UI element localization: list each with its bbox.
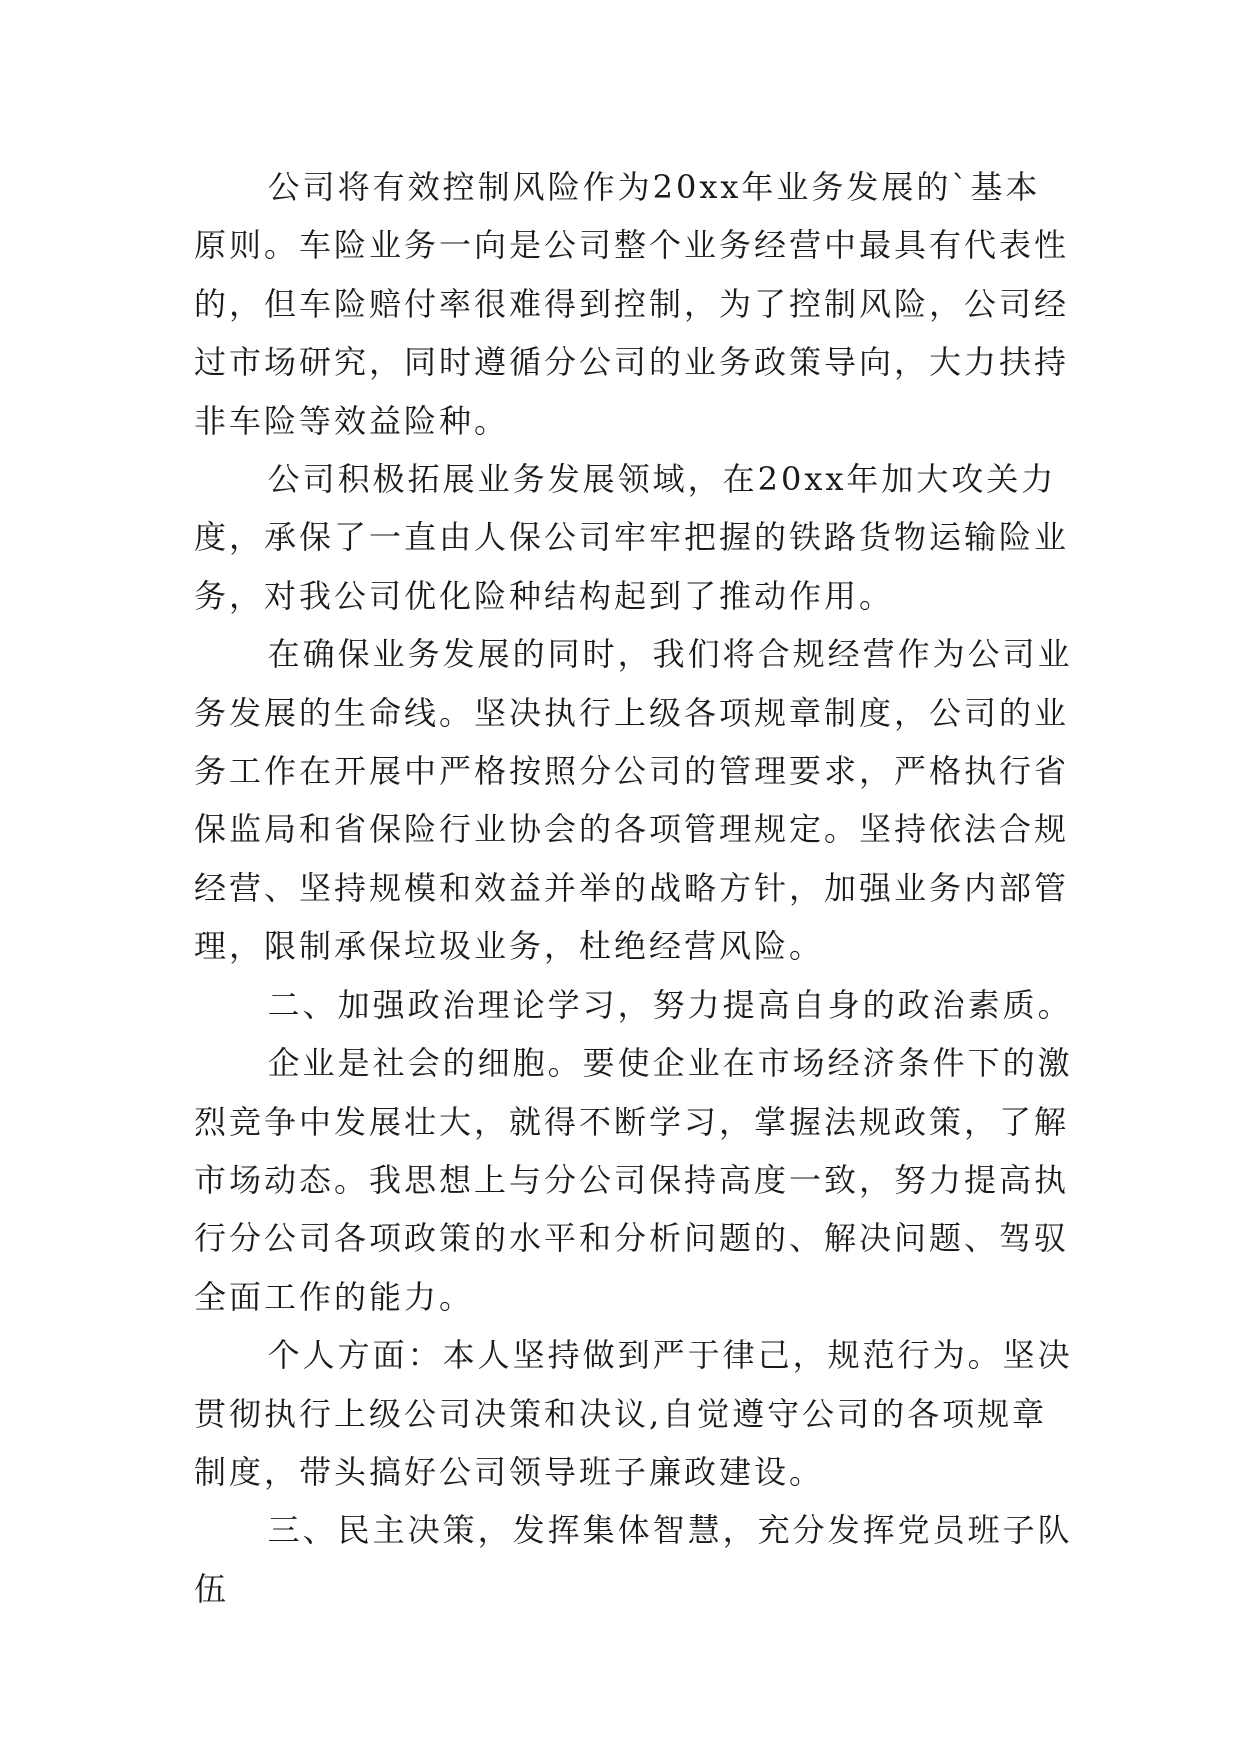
- paragraph-personal-conduct: 个人方面：本人坚持做到严于律己，规范行为。坚决贯彻执行上级公司决策和决议,自觉遵守公司的各项规章制度，带头搞好公司领导班子廉政建设。: [194, 1336, 1073, 1491]
- paragraph-enterprise-learning: 企业是社会的细胞。要使企业在市场经济条件下的激烈竞争中发展壮大，就得不断学习，掌握法规政策，了解市场动态。我思想上与分公司保持高度一致，努力提高执行分公司各项政策的水平和分析问题的、解决问题、驾驭全面工作的能力。: [194, 1044, 1073, 1316]
- paragraph-business-expansion: 公司积极拓展业务发展领域，在20xx年加大攻关力度，承保了一直由人保公司牢牢把握的铁路货物运输险业务，对我公司优化险种结构起到了推动作用。: [194, 460, 1070, 615]
- paragraph-risk-control: 公司将有效控制风险作为20xx年业务发展的`基本原则。车险业务一向是公司整个业务经营中最具有代表性的，但车险赔付率很难得到控制，为了控制风险，公司经过市场研究，同时遵循分公司的业务政策导向，大力扶持非车险等效益险种。: [194, 168, 1070, 440]
- paragraph-compliance: 在确保业务发展的同时，我们将合规经营作为公司业务发展的生命线。坚决执行上级各项规章制度，公司的业务工作在开展中严格按照分公司的管理要求，严格执行省保监局和省保险行业协会的各项管理规定。坚持依法合规经营、坚持规模和效益并举的战略方针，加强业务内部管理，限制承保垃圾业务，杜绝经营风险。: [194, 635, 1073, 966]
- section-heading-political-study: 二、加强政治理论学习，努力提高自身的政治素质。: [267, 985, 1073, 1024]
- document-body: [194, 158, 1074, 1618]
- section-heading-democratic-decision: 三、民主决策，发挥集体智慧，充分发挥党员班子队伍: [194, 1511, 1073, 1608]
